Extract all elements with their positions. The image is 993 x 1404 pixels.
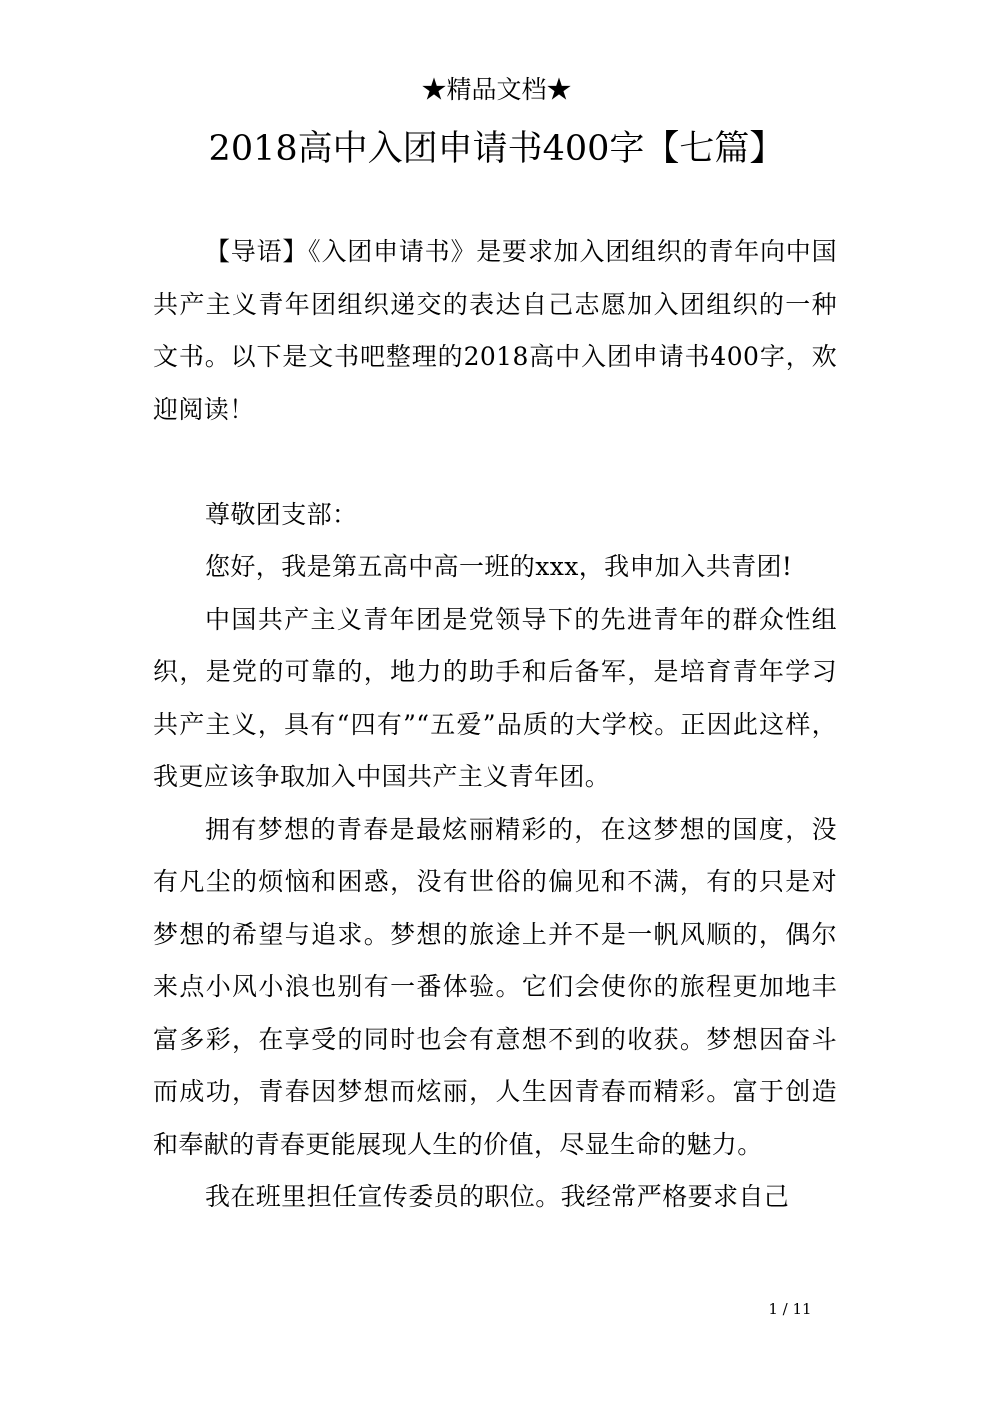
salutation: 尊敬团支部： bbox=[205, 499, 358, 529]
body-paragraph: 中国共产主义青年团是党领导下的先进青年的群众性组织，是党的可靠的，地力的助手和后备军，是培育青年学习共产主义，具有“四有”“五爱”品质的大学校。正因此这样，我更应该争取加入中国共产主义青年团。 bbox=[153, 604, 837, 791]
greeting-paragraph: 您好，我是第五高中高一班的xxx，我申加入共青团! bbox=[205, 552, 793, 581]
document-title: 2018高中入团申请书400字【七篇】 bbox=[208, 129, 785, 169]
document-header-mark: ★精品文档★ bbox=[421, 75, 572, 104]
document-body bbox=[153, 226, 837, 1224]
body-paragraph: 拥有梦想的青春是最炫丽精彩的，在这梦想的国度，没有凡尘的烦恼和困惑，没有世俗的偏见和不满，有的只是对梦想的希望与追求。梦想的旅途上并不是一帆风顺的，偶尔来点小风小浪也别有一番体验。它们会使你的旅程更加地丰富多彩，在享受的同时也会有意想不到的收获。梦想因奋斗而成功，青春因梦想而炫丽，人生因青春而精彩。富于创造和奉献的青春更能展现人生的价值，尽显生命的魅力。 bbox=[153, 814, 837, 1159]
intro-paragraph: 【导语】《入团申请书》是要求加入团组织的青年向中国共产主义青年团组织递交的表达自己志愿加入团组织的一种文书。以下是文书吧整理的2018高中入团申请书400字，欢迎阅读！ bbox=[153, 237, 837, 424]
page-number: 1 / 11 bbox=[768, 1300, 812, 1318]
body-paragraph: 我在班里担任宣传委员的职位。我经常严格要求自己 bbox=[205, 1182, 790, 1211]
